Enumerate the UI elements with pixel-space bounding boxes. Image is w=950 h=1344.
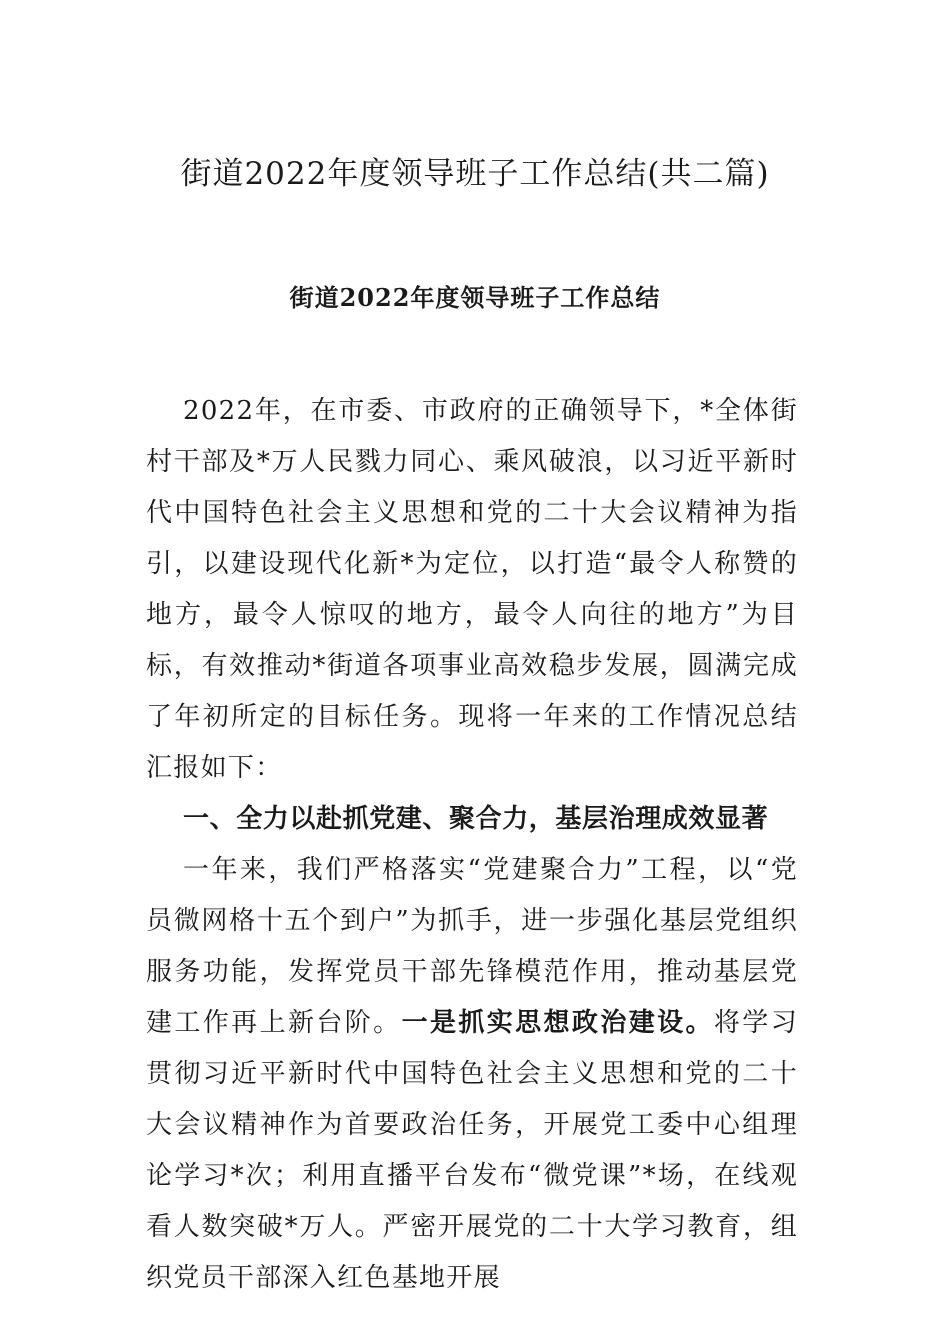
section-1-paragraph-lead: 一年来，我们严格落实“党建聚合力”工程，以“党员微网格十五个到户”为抓手，进一步强化基层党组织服务功能，发挥党员干部先锋模范作用，推动基层党建工作再上新台阶。 bbox=[146, 855, 798, 1038]
document-main-title: 街道2022年度领导班子工作总结(共二篇) bbox=[180, 156, 770, 192]
section-1-paragraph bbox=[146, 845, 798, 1304]
section-1-bold-phrase: 一是抓实思想政治建设。 bbox=[401, 1008, 714, 1038]
document-body bbox=[146, 386, 798, 1304]
intro-paragraph: 2022年，在市委、市政府的正确领导下，*全体街村干部及*万人民戮力同心、乘风破浪，以习近平新时代中国特色社会主义思想和党的二十大会议精神为指引，以建设现代化新*为定位，以打造“最令人称赞的地方，最令人惊叹的地方，最令人向往的地方”为目标，有效推动*街道各项事业高效稳步发展，圆满完成了年初所定的目标任务。现将一年来的工作情况总结汇报如下： bbox=[146, 396, 798, 783]
section-heading-1: 一、全力以赴抓党建、聚合力，基层治理成效显著 bbox=[183, 804, 769, 834]
section-1-paragraph-rest: 将学习贯彻习近平新时代中国特色社会主义思想和党的二十大会议精神作为首要政治任务，开展党工委中心组理论学习*次；利用直播平台发布“微党课”*场，在线观看人数突破*万人。严密开展党的二十大学习教育，组织党员干部深入红色基地开展 bbox=[146, 1008, 798, 1293]
document-sub-title: 街道2022年度领导班子工作总结 bbox=[289, 283, 661, 312]
